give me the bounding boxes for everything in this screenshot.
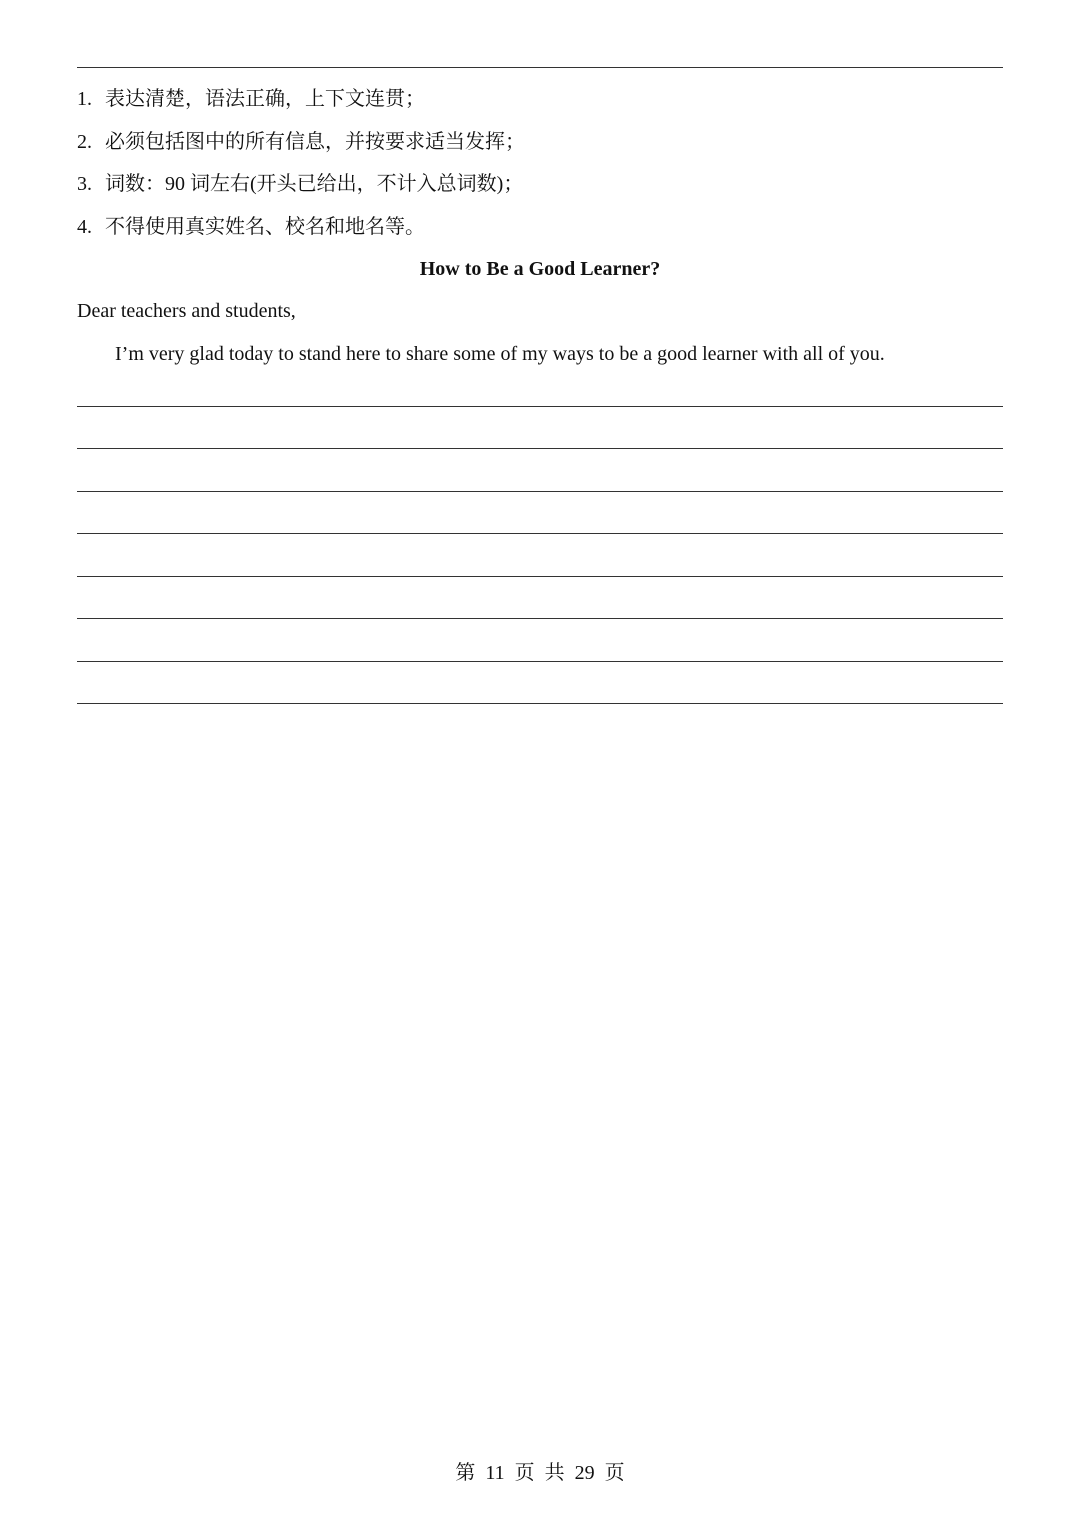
requirements-list bbox=[77, 80, 1003, 250]
answer-line[interactable] bbox=[77, 619, 1003, 662]
answer-line[interactable] bbox=[77, 534, 1003, 577]
requirement-number: 1. bbox=[77, 88, 92, 110]
requirement-text: 词数：90 词左右(开头已给出，不计入总词数)； bbox=[105, 173, 524, 195]
essay-opening-sentence: I’m very glad today to stand here to share some of my ways to be a good learner with all of you. bbox=[115, 343, 885, 365]
answer-line[interactable] bbox=[77, 492, 1003, 535]
essay-salutation: Dear teachers and students, bbox=[77, 300, 296, 322]
requirement-number: 4. bbox=[77, 215, 92, 238]
answer-line[interactable] bbox=[77, 407, 1003, 450]
answer-lines bbox=[77, 364, 1003, 704]
top-divider bbox=[77, 67, 1003, 68]
requirement-text: 表达清楚，语法正确，上下文连贯； bbox=[105, 88, 425, 110]
answer-line[interactable] bbox=[77, 449, 1003, 492]
requirement-number: 2. bbox=[77, 130, 92, 153]
requirement-text: 必须包括图中的所有信息，并按要求适当发挥； bbox=[105, 130, 525, 153]
requirement-text: 不得使用真实姓名、校名和地名等。 bbox=[105, 215, 425, 238]
page-number-footer: 第 11 页 共 29 页 bbox=[455, 1462, 625, 1484]
requirement-item bbox=[77, 80, 1003, 123]
requirement-item bbox=[77, 123, 1003, 166]
answer-line[interactable] bbox=[77, 662, 1003, 705]
answer-line[interactable] bbox=[77, 577, 1003, 620]
requirement-number: 3. bbox=[77, 173, 92, 195]
requirement-item bbox=[77, 165, 1003, 208]
requirement-item bbox=[77, 208, 1003, 251]
answer-line[interactable] bbox=[77, 364, 1003, 407]
essay-title: How to Be a Good Learner? bbox=[419, 258, 661, 280]
